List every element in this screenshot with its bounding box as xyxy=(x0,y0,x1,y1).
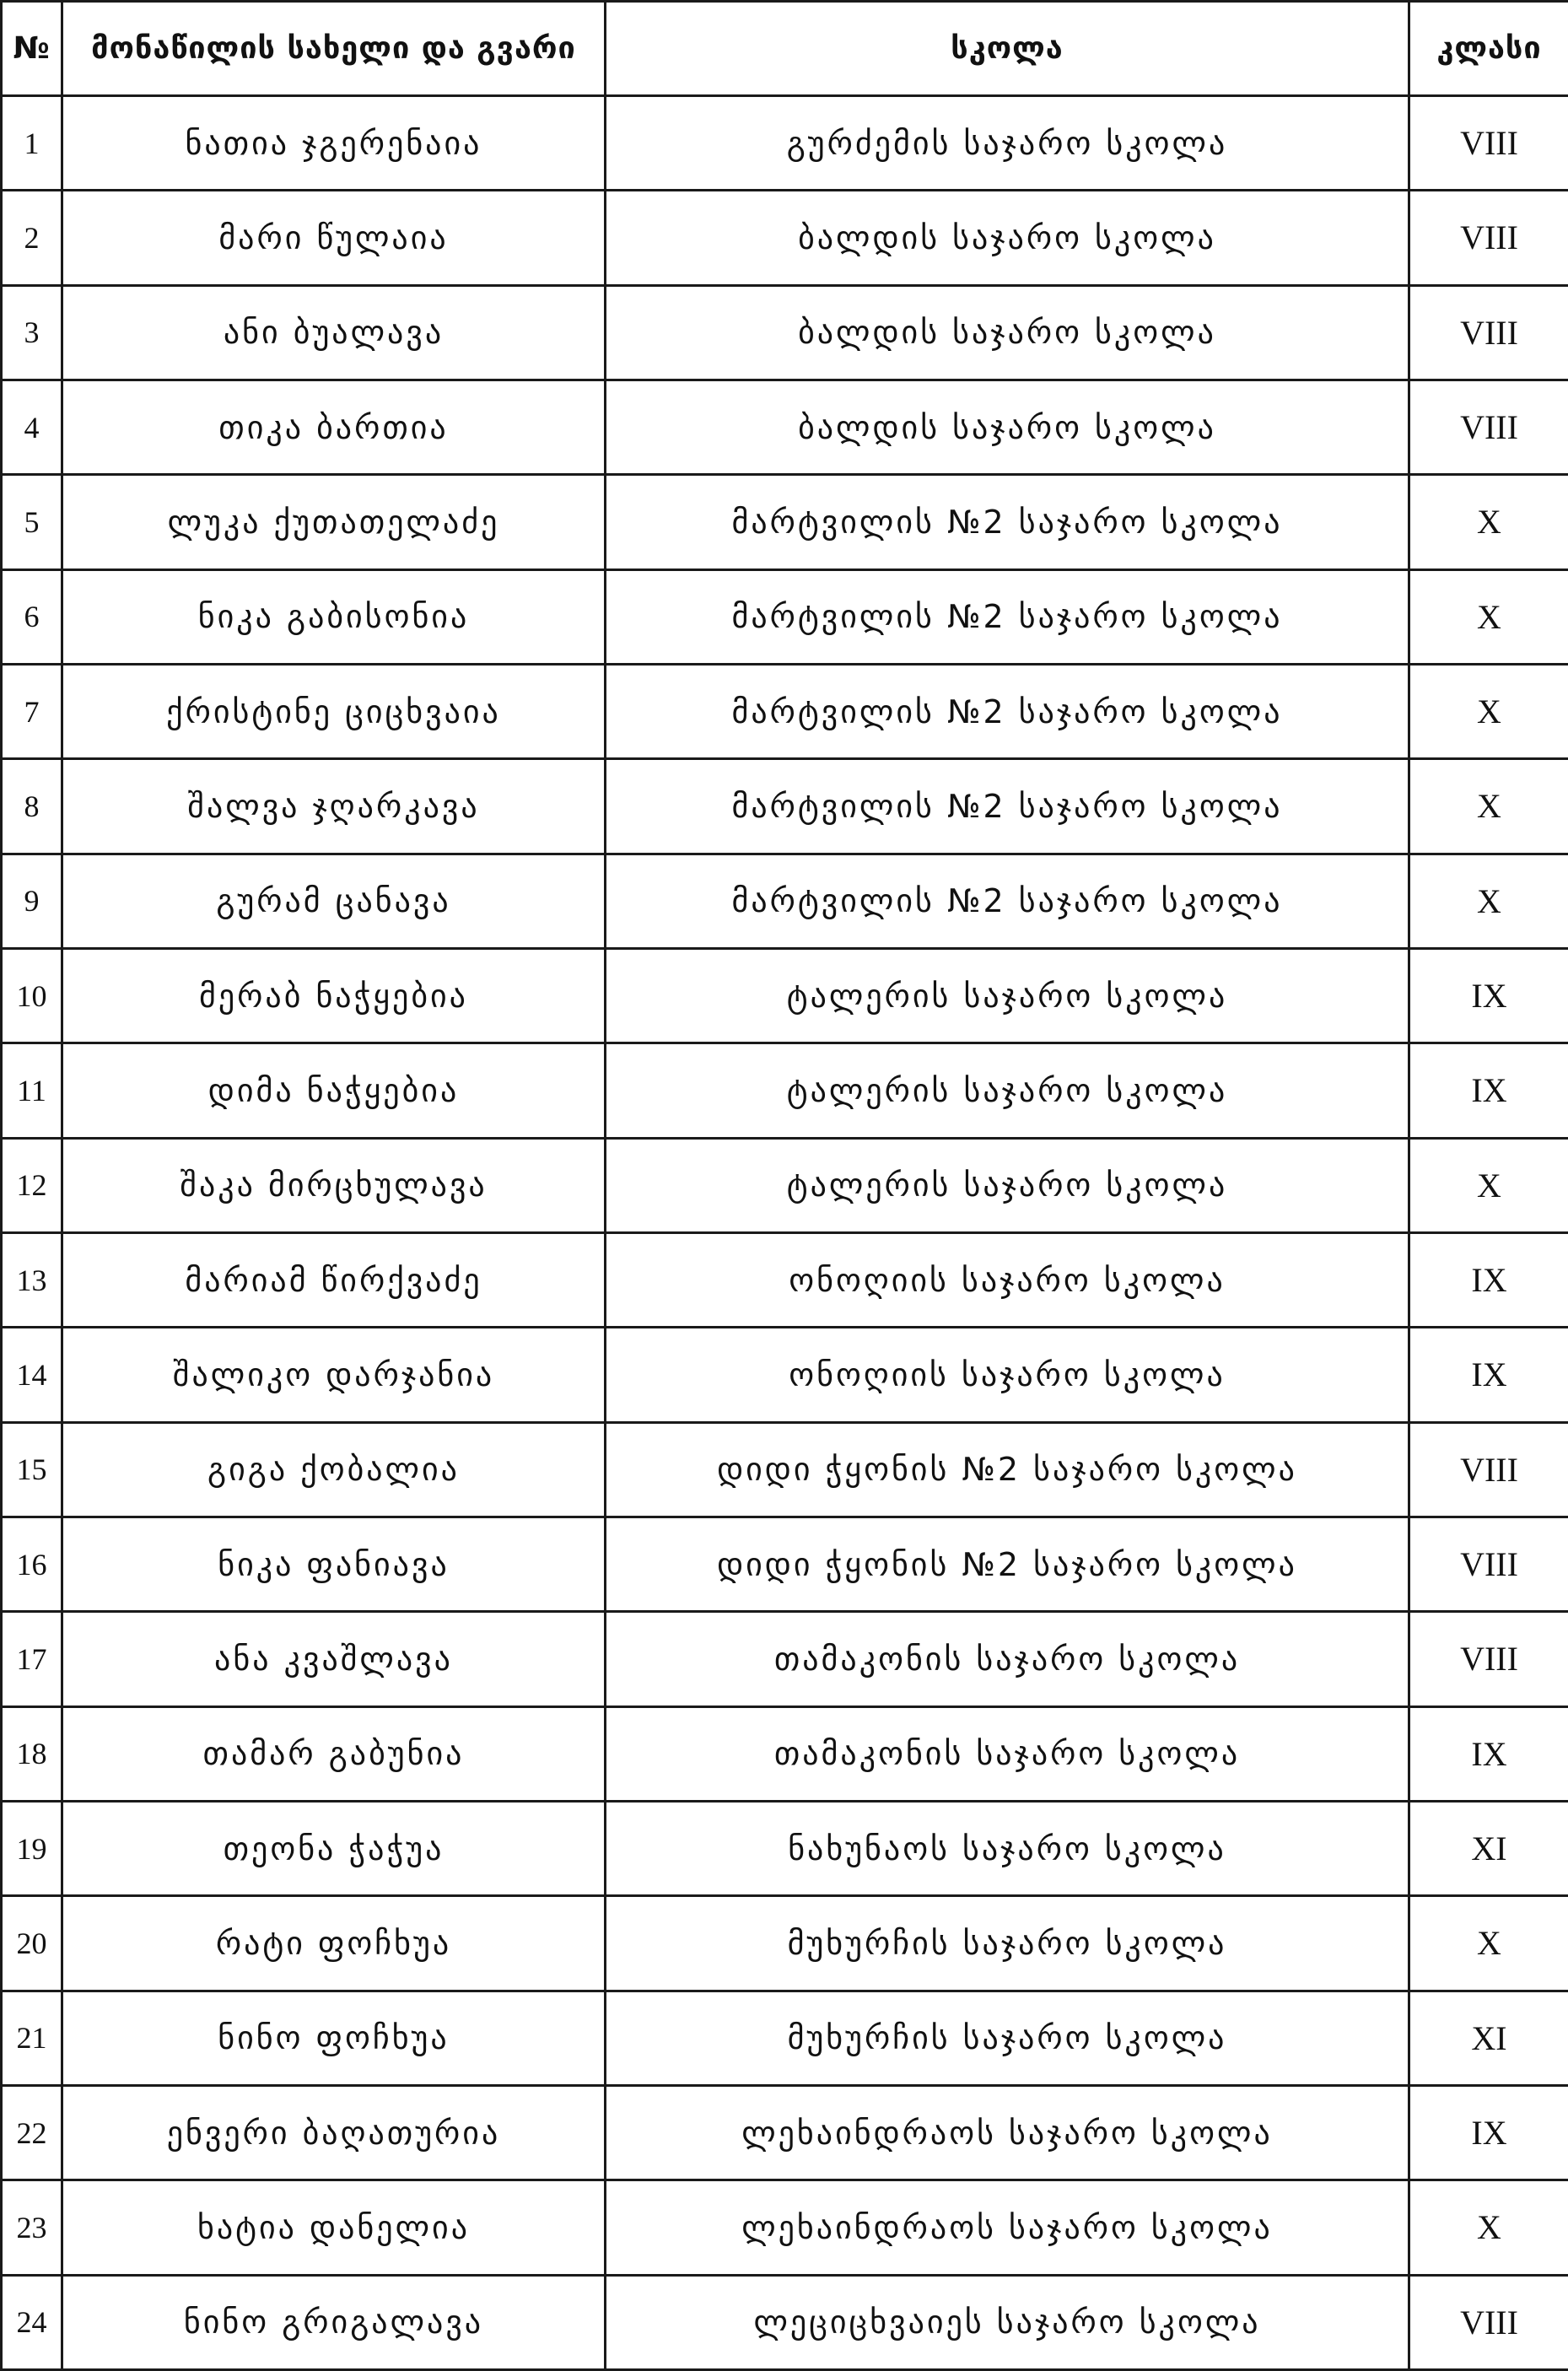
student-name-cell: ანა კვაშლავა xyxy=(62,1612,606,1706)
school-cell: ბალდის საჯარო სკოლა xyxy=(606,285,1409,380)
row-number-cell: 8 xyxy=(2,759,62,854)
school-cell: მარტვილის №2 საჯარო სკოლა xyxy=(606,854,1409,948)
student-name-cell: მერაბ ნაჭყებია xyxy=(62,948,606,1043)
grade-cell: X xyxy=(1409,854,1568,948)
student-name-cell: ნიკა გაბისონია xyxy=(62,569,606,664)
table-row xyxy=(2,475,1568,569)
school-cell: ლეხაინდრაოს საჯარო სკოლა xyxy=(606,2085,1409,2180)
grade-cell: IX xyxy=(1409,1232,1568,1327)
row-number-cell: 14 xyxy=(2,1328,62,1422)
grade-cell: VIII xyxy=(1409,1612,1568,1706)
school-cell: გურძემის საჯარო სკოლა xyxy=(606,96,1409,191)
student-name-cell: ხატია დანელია xyxy=(62,2180,606,2275)
table-row xyxy=(2,2275,1568,2369)
header-number: № xyxy=(2,2,62,96)
header-school: სკოლა xyxy=(606,2,1409,96)
row-number-cell: 2 xyxy=(2,191,62,285)
grade-cell: IX xyxy=(1409,1328,1568,1422)
grade-cell: VIII xyxy=(1409,96,1568,191)
table-row xyxy=(2,1801,1568,1895)
grade-cell: XI xyxy=(1409,1801,1568,1895)
grade-cell: VIII xyxy=(1409,380,1568,474)
header-student-name: მონაწილის სახელი და გვარი xyxy=(62,2,606,96)
school-cell: ლეციცხვაიეს საჯარო სკოლა xyxy=(606,2275,1409,2369)
table-row xyxy=(2,380,1568,474)
student-name-cell: შაკა მირცხულავა xyxy=(62,1138,606,1232)
grade-cell: X xyxy=(1409,569,1568,664)
row-number-cell: 15 xyxy=(2,1422,62,1517)
student-name-cell: თამარ გაბუნია xyxy=(62,1706,606,1801)
grade-cell: VIII xyxy=(1409,285,1568,380)
table-row xyxy=(2,664,1568,758)
table-body xyxy=(2,96,1568,2370)
school-cell: ონოღიის საჯარო სკოლა xyxy=(606,1328,1409,1422)
student-name-cell: დიმა ნაჭყებია xyxy=(62,1043,606,1138)
grade-cell: VIII xyxy=(1409,191,1568,285)
school-cell: მარტვილის №2 საჯარო სკოლა xyxy=(606,569,1409,664)
row-number-cell: 10 xyxy=(2,948,62,1043)
row-number-cell: 19 xyxy=(2,1801,62,1895)
school-cell: ტალერის საჯარო სკოლა xyxy=(606,948,1409,1043)
row-number-cell: 11 xyxy=(2,1043,62,1138)
school-cell: მარტვილის №2 საჯარო სკოლა xyxy=(606,475,1409,569)
student-name-cell: ანი ბუალავა xyxy=(62,285,606,380)
grade-cell: IX xyxy=(1409,1043,1568,1138)
header-grade: კლასი xyxy=(1409,2,1568,96)
table-row xyxy=(2,285,1568,380)
student-name-cell: შალიკო დარჯანია xyxy=(62,1328,606,1422)
school-cell: დიდი ჭყონის №2 საჯარო სკოლა xyxy=(606,1517,1409,1611)
school-cell: ბალდის საჯარო სკოლა xyxy=(606,191,1409,285)
row-number-cell: 6 xyxy=(2,569,62,664)
row-number-cell: 20 xyxy=(2,1896,62,1991)
table-row xyxy=(2,759,1568,854)
table-row xyxy=(2,1991,1568,2085)
table-row xyxy=(2,1896,1568,1991)
table-row xyxy=(2,1422,1568,1517)
table-row xyxy=(2,1612,1568,1706)
row-number-cell: 24 xyxy=(2,2275,62,2369)
table-row xyxy=(2,1043,1568,1138)
row-number-cell: 17 xyxy=(2,1612,62,1706)
table-row xyxy=(2,2085,1568,2180)
grade-cell: IX xyxy=(1409,2085,1568,2180)
school-cell: ნახუნაოს საჯარო სკოლა xyxy=(606,1801,1409,1895)
grade-cell: X xyxy=(1409,664,1568,758)
student-name-cell: ნათია ჯგერენაია xyxy=(62,96,606,191)
row-number-cell: 5 xyxy=(2,475,62,569)
row-number-cell: 3 xyxy=(2,285,62,380)
table-row xyxy=(2,569,1568,664)
row-number-cell: 1 xyxy=(2,96,62,191)
grade-cell: X xyxy=(1409,1138,1568,1232)
row-number-cell: 9 xyxy=(2,854,62,948)
school-cell: მარტვილის №2 საჯარო სკოლა xyxy=(606,759,1409,854)
student-name-cell: შალვა ჯღარკავა xyxy=(62,759,606,854)
grade-cell: IX xyxy=(1409,948,1568,1043)
school-cell: ბალდის საჯარო სკოლა xyxy=(606,380,1409,474)
student-name-cell: ნიკა ფანიავა xyxy=(62,1517,606,1611)
grade-cell: X xyxy=(1409,759,1568,854)
student-name-cell: ენვერი ბაღათურია xyxy=(62,2085,606,2180)
school-cell: მუხურჩის საჯარო სკოლა xyxy=(606,1896,1409,1991)
student-name-cell: გურამ ცანავა xyxy=(62,854,606,948)
school-cell: ტალერის საჯარო სკოლა xyxy=(606,1138,1409,1232)
student-name-cell: თიკა ბართია xyxy=(62,380,606,474)
student-name-cell: ნინო ფოჩხუა xyxy=(62,1991,606,2085)
grade-cell: XI xyxy=(1409,1991,1568,2085)
student-name-cell: თეონა ჭაჭუა xyxy=(62,1801,606,1895)
school-cell: მუხურჩის საჯარო სკოლა xyxy=(606,1991,1409,2085)
row-number-cell: 12 xyxy=(2,1138,62,1232)
student-name-cell: ნინო გრიგალავა xyxy=(62,2275,606,2369)
table-row xyxy=(2,1328,1568,1422)
row-number-cell: 13 xyxy=(2,1232,62,1327)
row-number-cell: 18 xyxy=(2,1706,62,1801)
table-row xyxy=(2,1517,1568,1611)
student-name-cell: გიგა ქობალია xyxy=(62,1422,606,1517)
grade-cell: X xyxy=(1409,475,1568,569)
grade-cell: X xyxy=(1409,1896,1568,1991)
grade-cell: VIII xyxy=(1409,1422,1568,1517)
grade-cell: VIII xyxy=(1409,1517,1568,1611)
row-number-cell: 16 xyxy=(2,1517,62,1611)
table-row xyxy=(2,1706,1568,1801)
row-number-cell: 22 xyxy=(2,2085,62,2180)
table-row xyxy=(2,2180,1568,2275)
table-row xyxy=(2,1138,1568,1232)
school-cell: ონოღიის საჯარო სკოლა xyxy=(606,1232,1409,1327)
grade-cell: X xyxy=(1409,2180,1568,2275)
student-name-cell: ქრისტინე ციცხვაია xyxy=(62,664,606,758)
student-name-cell: მარი წულაია xyxy=(62,191,606,285)
student-name-cell: ლუკა ქუთათელაძე xyxy=(62,475,606,569)
row-number-cell: 7 xyxy=(2,664,62,758)
table-row xyxy=(2,96,1568,191)
table-row xyxy=(2,1232,1568,1327)
table-row xyxy=(2,854,1568,948)
school-cell: თამაკონის საჯარო სკოლა xyxy=(606,1706,1409,1801)
table-header-row xyxy=(2,2,1568,96)
row-number-cell: 21 xyxy=(2,1991,62,2085)
student-name-cell: მარიამ წირქვაძე xyxy=(62,1232,606,1327)
grade-cell: VIII xyxy=(1409,2275,1568,2369)
school-cell: დიდი ჭყონის №2 საჯარო სკოლა xyxy=(606,1422,1409,1517)
table-row xyxy=(2,948,1568,1043)
school-cell: ტალერის საჯარო სკოლა xyxy=(606,1043,1409,1138)
row-number-cell: 4 xyxy=(2,380,62,474)
school-cell: მარტვილის №2 საჯარო სკოლა xyxy=(606,664,1409,758)
row-number-cell: 23 xyxy=(2,2180,62,2275)
school-cell: ლეხაინდრაოს საჯარო სკოლა xyxy=(606,2180,1409,2275)
grade-cell: IX xyxy=(1409,1706,1568,1801)
student-name-cell: რატი ფოჩხუა xyxy=(62,1896,606,1991)
table-row xyxy=(2,191,1568,285)
school-cell: თამაკონის საჯარო სკოლა xyxy=(606,1612,1409,1706)
